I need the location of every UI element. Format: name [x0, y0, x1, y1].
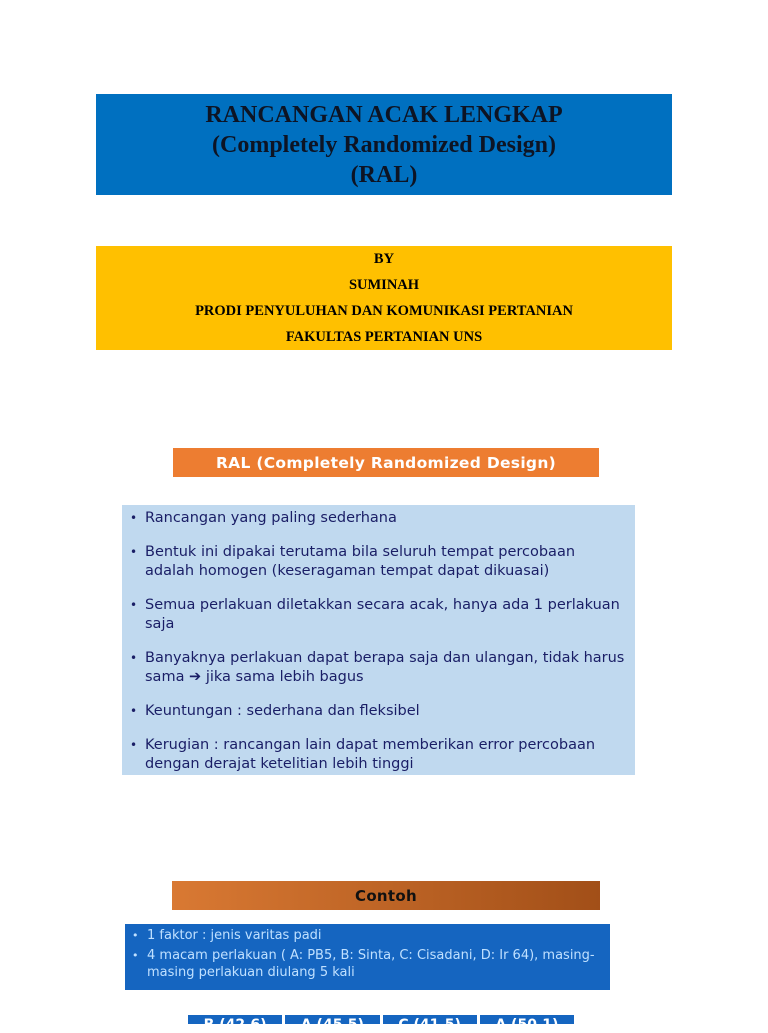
list-item: • 4 macam perlakuan ( A: PB5, B: Sinta, C: Cisadani, D: Ir 64), masing-masing perlakuan diulang 5 kali [129, 947, 604, 981]
author-by: BY [373, 251, 395, 267]
list-item: • Kerugian : rancangan lain dapat memberikan error percobaan dengan derajat ketelitian lebih tinggi [128, 736, 627, 774]
author-program: PRODI PENYULUHAN DAN KOMUNIKASI PERTANIAN [195, 303, 573, 319]
contoh-section-header: Contoh [172, 881, 600, 910]
title-line-1: RANCANGAN ACAK LENGKAP [205, 101, 563, 128]
list-item: • Rancangan yang paling sederhana [128, 509, 627, 528]
plot-cell: C (41.5) [380, 1015, 477, 1024]
author-name: SUMINAH [348, 277, 420, 293]
title-line-3: (RAL) [350, 161, 418, 188]
plot-cell: A (45.5) [282, 1015, 379, 1024]
list-item: • Banyaknya perlakuan dapat berapa saja dan ulangan, tidak harus sama ➔ jika sama lebih bagus [128, 649, 627, 687]
author-banner [96, 246, 672, 350]
author-faculty: FAKULTAS PERTANIAN UNS [285, 329, 483, 345]
plot-cell: B (42.6) [188, 1015, 282, 1024]
ral-bullet-list [122, 505, 635, 775]
plot-layout-row [188, 1015, 574, 1033]
list-item: • 1 faktor : jenis varitas padi [129, 927, 604, 944]
ral-section-header: RAL (Completely Randomized Design) [173, 448, 599, 477]
title-banner [96, 94, 672, 195]
list-item: • Bentuk ini dipakai terutama bila seluruh tempat percobaan adalah homogen (keseragaman tempat dapat dikuasai) [128, 543, 627, 581]
list-item: • Semua perlakuan diletakkan secara acak, hanya ada 1 perlakuan saja [128, 596, 627, 634]
contoh-bullet-list [125, 924, 610, 990]
title-line-2: (Completely Randomized Design) [212, 131, 556, 158]
plot-cell: A (50.1) [477, 1015, 574, 1024]
list-item: • Keuntungan : sederhana dan fleksibel [128, 702, 627, 721]
